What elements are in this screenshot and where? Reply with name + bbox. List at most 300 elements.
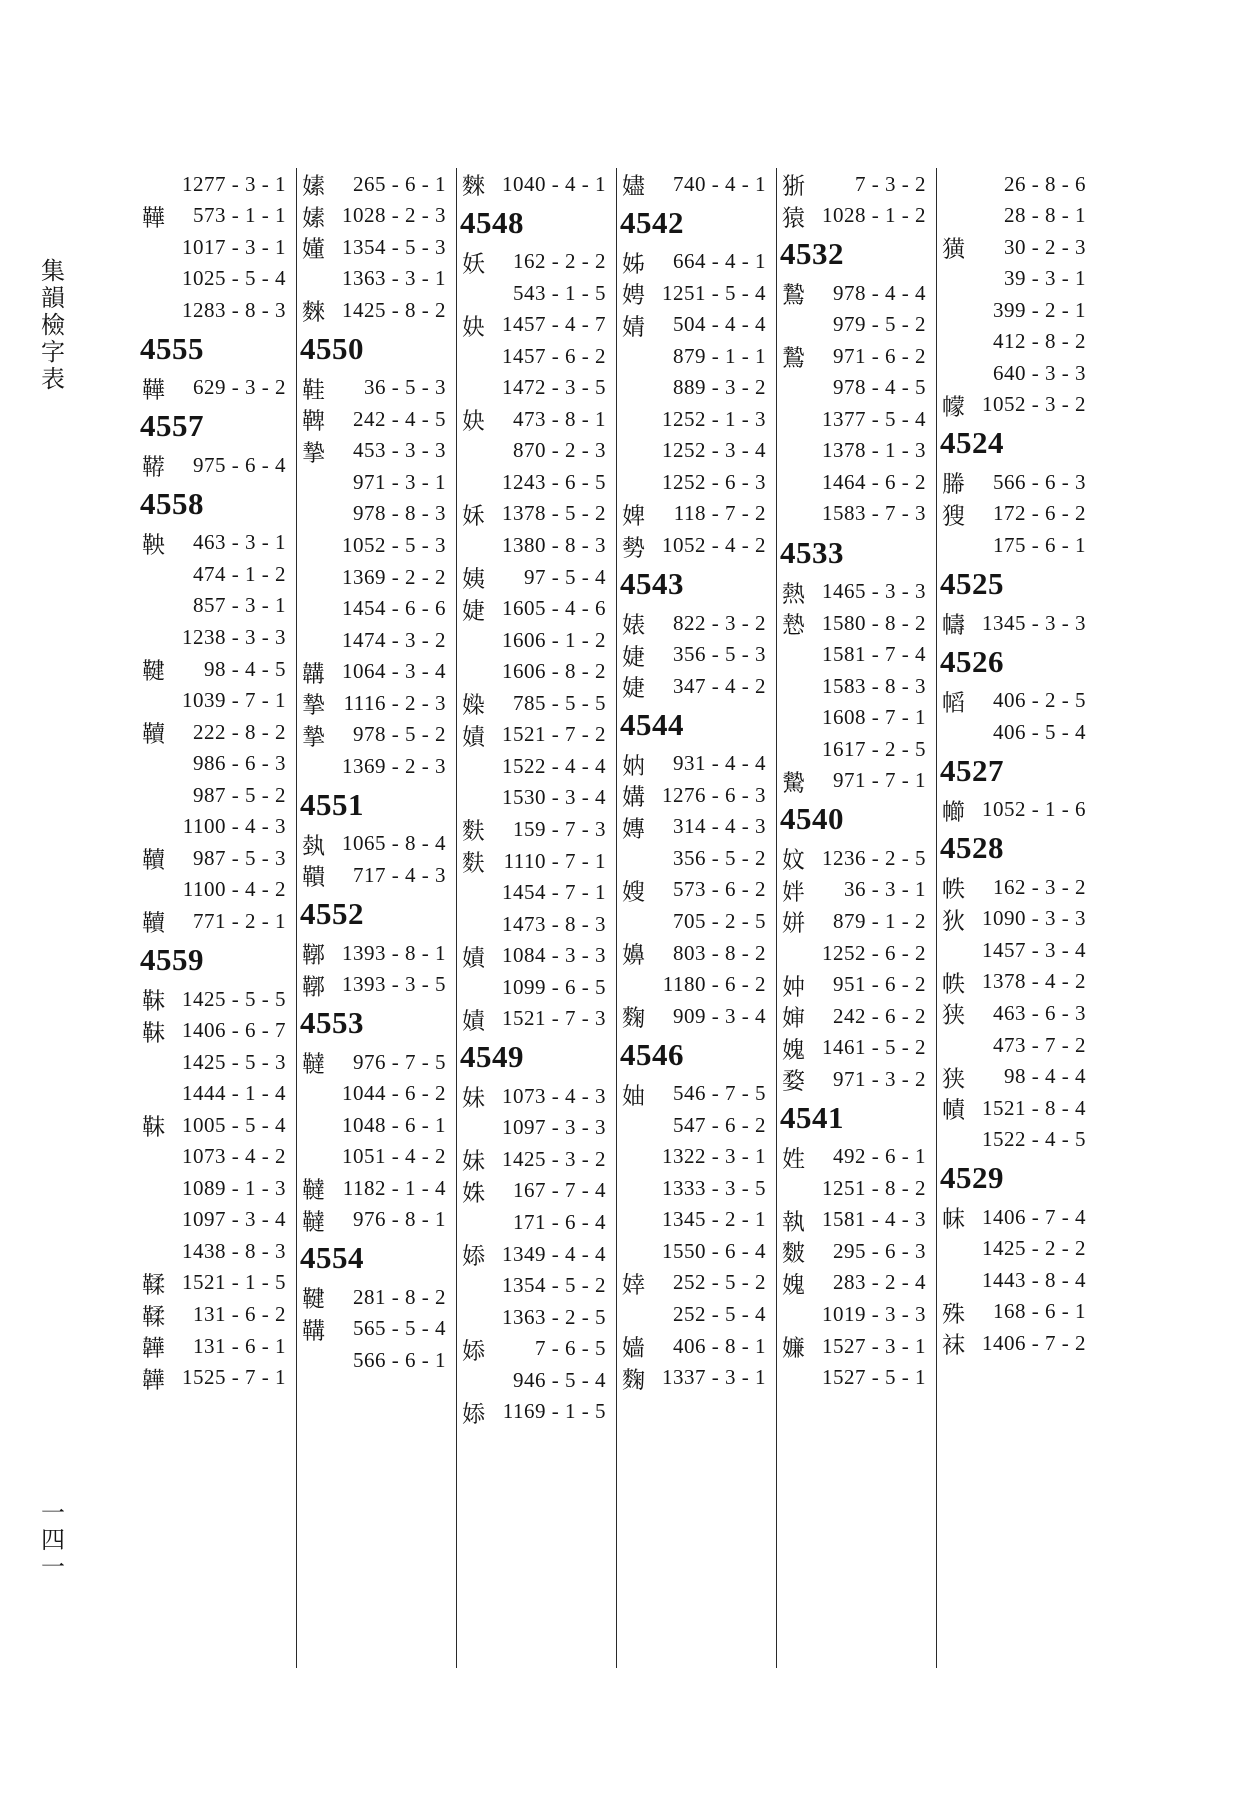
entry-character: 猿: [782, 205, 805, 232]
entry-reference: 705 - 2 - 5: [673, 908, 766, 933]
entry-reference: 265 - 6 - 1: [353, 171, 446, 196]
entry-character: 妯: [622, 1083, 645, 1110]
entry-reference: 1605 - 4 - 6: [502, 596, 606, 621]
entry-reference: 1051 - 4 - 2: [342, 1144, 446, 1169]
entry-reference: 1406 - 7 - 4: [982, 1204, 1086, 1229]
entry-reference: 175 - 6 - 1: [993, 533, 1086, 557]
entry-reference: 1252 - 3 - 4: [662, 438, 766, 463]
entry-character: 韃: [302, 1051, 325, 1078]
entry-character: 幘: [942, 1097, 965, 1124]
entry-character: 幪: [942, 394, 965, 421]
entry-reference: 879 - 1 - 2: [833, 908, 926, 933]
entry-character: 娉: [622, 282, 645, 309]
entry-reference: 1608 - 7 - 1: [822, 705, 926, 730]
index-entry: [616, 668, 766, 704]
entry-reference: 1378 - 1 - 3: [822, 438, 926, 463]
entry-character: 鞣: [142, 1272, 165, 1299]
entry-character: 鞋: [302, 377, 325, 404]
entry-reference: 971 - 3 - 1: [353, 469, 446, 494]
entry-reference: 1527 - 3 - 1: [822, 1333, 926, 1358]
entry-reference: 870 - 2 - 3: [513, 438, 606, 463]
entry-reference: 118 - 7 - 2: [673, 501, 766, 526]
entry-reference: 1017 - 3 - 1: [182, 234, 286, 259]
index-entry: [136, 1360, 286, 1396]
entry-reference: 1521 - 8 - 4: [982, 1095, 1086, 1120]
entry-reference: 1345 - 2 - 1: [662, 1207, 766, 1232]
entry-character: 鞹: [302, 974, 325, 1001]
entry-reference: 1461 - 5 - 2: [822, 1035, 926, 1060]
entry-reference: 1005 - 5 - 4: [182, 1112, 286, 1137]
entry-reference: 1378 - 4 - 2: [982, 969, 1086, 994]
entry-reference: 976 - 7 - 5: [353, 1049, 446, 1074]
entry-character: 摯: [302, 692, 325, 719]
entry-character: 媿: [782, 1272, 805, 1299]
index-entry: [936, 792, 1086, 828]
index-entry: [616, 998, 766, 1034]
index-entry: [296, 748, 446, 784]
entry-character: 妕: [782, 974, 805, 1001]
entry-reference: 1425 - 8 - 2: [342, 297, 446, 322]
entry-reference: 453 - 3 - 3: [353, 438, 446, 463]
entry-reference: 1454 - 7 - 1: [502, 880, 606, 905]
index-entry: [136, 370, 286, 406]
entry-reference: 356 - 5 - 3: [673, 642, 766, 667]
entry-reference: 347 - 4 - 2: [673, 673, 766, 698]
entry-character: 媣: [462, 692, 485, 719]
entry-reference: 1378 - 5 - 2: [502, 501, 606, 526]
entry-reference: 857 - 3 - 1: [193, 593, 286, 618]
entry-character: 韡: [142, 1367, 165, 1394]
entry-reference: 1457 - 4 - 7: [502, 312, 606, 337]
entry-reference: 565 - 5 - 4: [353, 1316, 446, 1341]
entry-character: 婺: [782, 1068, 805, 1095]
entry-reference: 1522 - 4 - 4: [502, 753, 606, 778]
entry-character: 妠: [622, 753, 645, 780]
section-heading: 4548: [460, 204, 524, 240]
entry-reference: 1473 - 8 - 3: [502, 911, 606, 936]
entry-character: 嬚: [782, 1335, 805, 1362]
section-heading: 4533: [780, 534, 844, 570]
entry-reference: 1019 - 3 - 3: [822, 1302, 926, 1326]
section-heading: 4541: [780, 1099, 844, 1135]
entry-reference: 1377 - 5 - 4: [822, 406, 926, 431]
entry-character: 獚: [942, 236, 965, 263]
entry-reference: 131 - 6 - 2: [193, 1302, 286, 1326]
section-heading: 4557: [140, 408, 204, 444]
entry-reference: 1089 - 1 - 3: [182, 1175, 286, 1200]
entry-reference: 803 - 8 - 2: [673, 940, 766, 965]
entry-character: 帙: [942, 971, 965, 998]
entry-character: 鞹: [302, 942, 325, 969]
entry-character: 嫂: [622, 879, 645, 906]
entry-reference: 1393 - 3 - 5: [342, 972, 446, 997]
section-heading: 4540: [780, 801, 844, 837]
entry-reference: 1252 - 6 - 3: [662, 469, 766, 494]
entry-reference: 171 - 6 - 4: [513, 1210, 606, 1234]
entry-character: 婊: [622, 612, 645, 639]
entry-reference: 30 - 2 - 3: [1004, 234, 1086, 259]
entry-reference: 547 - 6 - 2: [673, 1112, 766, 1137]
entry-reference: 971 - 6 - 2: [833, 343, 926, 368]
entry-reference: 252 - 5 - 4: [673, 1302, 766, 1326]
entry-character: 麩: [462, 850, 485, 877]
entry-character: 幐: [942, 471, 965, 498]
entry-reference: 1028 - 1 - 2: [822, 203, 926, 228]
entry-character: 鞬: [302, 1286, 325, 1313]
entry-reference: 1028 - 2 - 3: [342, 203, 446, 228]
entry-character: 狭: [942, 1066, 965, 1093]
entry-character: 嬧: [622, 173, 645, 200]
entry-character: 妜: [462, 314, 485, 341]
entry-reference: 1276 - 6 - 3: [662, 782, 766, 807]
entry-character: 韝: [302, 661, 325, 688]
entry-character: 鷙: [782, 282, 805, 309]
entry-character: 韇: [142, 847, 165, 874]
entry-reference: 1606 - 8 - 2: [502, 659, 606, 684]
entry-reference: 1527 - 5 - 1: [822, 1365, 926, 1390]
index-column: [616, 168, 777, 1668]
entry-reference: 1252 - 6 - 2: [822, 940, 926, 965]
entry-reference: 909 - 3 - 4: [673, 1003, 766, 1028]
index-entry: [296, 857, 446, 893]
entry-character: 摯: [302, 440, 325, 467]
entry-character: 麳: [462, 173, 485, 200]
entry-character: 鞲: [302, 1318, 325, 1345]
entry-reference: 573 - 1 - 1: [193, 203, 286, 228]
entry-reference: 1073 - 4 - 2: [182, 1144, 286, 1169]
index-entry: [936, 714, 1086, 750]
entry-reference: 463 - 3 - 1: [193, 530, 286, 555]
entry-character: 婖: [462, 1338, 485, 1365]
entry-character: 姘: [782, 910, 805, 937]
entry-reference: 1097 - 3 - 3: [502, 1115, 606, 1140]
entry-character: 婖: [462, 1243, 485, 1270]
entry-reference: 978 - 5 - 2: [353, 722, 446, 747]
entry-reference: 28 - 8 - 1: [1004, 203, 1086, 228]
entry-reference: 295 - 6 - 3: [833, 1238, 926, 1263]
entry-character: 殊: [942, 1301, 965, 1328]
entry-character: 姝: [462, 1180, 485, 1207]
index-entry: [616, 1360, 766, 1396]
entry-character: 帙: [942, 876, 965, 903]
entry-reference: 474 - 1 - 2: [193, 561, 286, 586]
entry-reference: 1465 - 3 - 3: [822, 579, 926, 603]
entry-character: 幯: [942, 799, 965, 826]
entry-reference: 1337 - 3 - 1: [662, 1365, 766, 1390]
entry-character: 靺: [142, 1114, 165, 1141]
entry-reference: 356 - 5 - 2: [673, 845, 766, 870]
entry-character: 婞: [622, 1272, 645, 1299]
entry-reference: 1238 - 3 - 3: [182, 625, 286, 649]
entry-reference: 1354 - 5 - 2: [502, 1273, 606, 1298]
page-number: 一四一: [41, 1499, 65, 1581]
entry-reference: 36 - 5 - 3: [364, 375, 446, 400]
entry-reference: 39 - 3 - 1: [1004, 266, 1086, 291]
entry-character: 嫧: [462, 724, 485, 751]
entry-reference: 1065 - 8 - 4: [342, 831, 446, 856]
entry-character: 麴: [622, 1367, 645, 1394]
entry-reference: 629 - 3 - 2: [193, 375, 286, 400]
entry-reference: 1052 - 1 - 6: [982, 797, 1086, 822]
entry-character: 嫧: [462, 945, 485, 972]
section-heading: 4559: [140, 942, 204, 977]
entry-character: 韇: [142, 910, 165, 937]
entry-reference: 222 - 8 - 2: [193, 719, 286, 744]
entry-reference: 1322 - 3 - 1: [662, 1144, 766, 1169]
entry-reference: 1099 - 6 - 5: [502, 974, 606, 999]
section-heading: 4529: [940, 1160, 1004, 1196]
entry-reference: 1474 - 3 - 2: [342, 627, 446, 652]
entry-reference: 1052 - 3 - 2: [982, 392, 1086, 417]
entry-character: 嫊: [302, 205, 325, 232]
entry-reference: 1116 - 2 - 3: [343, 690, 446, 715]
index-entry: [776, 198, 926, 234]
side-title: 集韻檢字表: [41, 257, 65, 393]
entry-reference: 1425 - 3 - 2: [502, 1146, 606, 1171]
entry-character: 埶: [302, 833, 325, 860]
entry-reference: 1606 - 1 - 2: [502, 627, 606, 652]
entry-reference: 242 - 4 - 5: [353, 406, 446, 431]
entry-reference: 98 - 4 - 5: [204, 656, 286, 681]
entry-reference: 412 - 8 - 2: [993, 329, 1086, 354]
entry-character: 狾: [782, 173, 805, 200]
entry-reference: 566 - 6 - 3: [993, 469, 1086, 494]
entry-reference: 1369 - 2 - 2: [342, 564, 446, 589]
entry-reference: 1180 - 6 - 2: [662, 972, 766, 997]
entry-reference: 1044 - 6 - 2: [342, 1081, 446, 1106]
index-entry: [936, 528, 1086, 564]
entry-reference: 252 - 5 - 2: [673, 1270, 766, 1295]
entry-character: 妹: [462, 1085, 485, 1112]
entry-reference: 1354 - 5 - 3: [342, 234, 446, 259]
index-entry: [776, 1360, 926, 1396]
entry-reference: 543 - 1 - 5: [513, 280, 606, 305]
entry-character: 嬶: [622, 942, 645, 969]
entry-reference: 406 - 5 - 4: [993, 719, 1086, 744]
entry-reference: 987 - 5 - 3: [193, 845, 286, 870]
entry-character: 姀: [462, 503, 485, 530]
index-entry: [616, 166, 766, 202]
entry-reference: 463 - 6 - 3: [993, 1000, 1086, 1025]
entry-reference: 566 - 6 - 1: [353, 1348, 446, 1372]
entry-reference: 1097 - 3 - 4: [182, 1207, 286, 1232]
entry-reference: 7 - 3 - 2: [855, 171, 926, 196]
entry-reference: 159 - 7 - 3: [513, 816, 606, 841]
entry-reference: 1425 - 5 - 5: [182, 986, 286, 1011]
entry-reference: 131 - 6 - 1: [193, 1333, 286, 1358]
entry-reference: 879 - 1 - 1: [673, 343, 766, 368]
index-entry: [456, 166, 606, 202]
entry-character: 帓: [942, 1206, 965, 1233]
entry-reference: 1443 - 8 - 4: [982, 1267, 1086, 1292]
entry-reference: 1283 - 8 - 3: [182, 297, 286, 322]
entry-character: 嫧: [462, 1008, 485, 1035]
index-column: [776, 168, 937, 1668]
section-heading: 4552: [300, 896, 364, 931]
entry-reference: 1169 - 1 - 5: [502, 1399, 606, 1424]
entry-character: 婕: [622, 644, 645, 671]
entry-character: 勢: [622, 535, 645, 561]
entry-reference: 98 - 4 - 4: [1004, 1064, 1086, 1089]
entry-reference: 771 - 2 - 1: [193, 908, 286, 933]
entry-character: 麬: [782, 1240, 805, 1267]
index-entry: [136, 447, 286, 483]
index-entry: [936, 605, 1086, 641]
entry-reference: 1345 - 3 - 3: [982, 610, 1086, 635]
entry-reference: 785 - 5 - 5: [513, 690, 606, 715]
entry-reference: 664 - 4 - 1: [673, 249, 766, 274]
entry-character: 韃: [302, 1177, 325, 1204]
entry-character: 鞣: [142, 1304, 165, 1330]
entry-reference: 1380 - 8 - 3: [502, 533, 606, 557]
entry-reference: 168 - 6 - 1: [993, 1299, 1086, 1324]
section-heading: 4551: [300, 786, 364, 822]
entry-reference: 162 - 3 - 2: [993, 874, 1086, 899]
index-column: [296, 168, 457, 1668]
entry-reference: 1100 - 4 - 2: [182, 877, 286, 902]
entry-reference: 975 - 6 - 4: [193, 452, 286, 477]
entry-character: 鞾: [142, 377, 165, 404]
section-heading: 4526: [940, 643, 1004, 679]
index-entry: [136, 292, 286, 328]
entry-reference: 7 - 6 - 5: [535, 1336, 606, 1361]
entry-reference: 1425 - 2 - 2: [982, 1236, 1086, 1261]
entry-character: 婧: [622, 314, 645, 341]
entry-reference: 1472 - 3 - 5: [502, 375, 606, 400]
entry-reference: 640 - 3 - 3: [993, 360, 1086, 385]
entry-reference: 979 - 5 - 2: [833, 312, 926, 337]
entry-character: 執: [782, 1209, 805, 1236]
entry-reference: 978 - 8 - 3: [353, 501, 446, 526]
entry-reference: 1048 - 6 - 1: [342, 1112, 446, 1137]
entry-reference: 976 - 8 - 1: [353, 1207, 446, 1232]
index-entry: [296, 292, 446, 328]
entry-reference: 1052 - 5 - 3: [342, 533, 446, 557]
entry-reference: 1100 - 4 - 3: [182, 814, 286, 839]
section-heading: 4550: [300, 330, 364, 366]
entry-reference: 1251 - 8 - 2: [822, 1175, 926, 1200]
entry-reference: 1182 - 1 - 4: [342, 1175, 446, 1200]
entry-character: 婕: [462, 598, 485, 625]
entry-character: 韃: [302, 1209, 325, 1236]
entry-reference: 1243 - 6 - 5: [502, 469, 606, 494]
entry-reference: 1277 - 3 - 1: [182, 171, 286, 196]
entry-reference: 978 - 4 - 5: [833, 375, 926, 400]
entry-reference: 36 - 3 - 1: [844, 877, 926, 902]
section-heading: 4527: [940, 752, 1004, 788]
entry-character: 婢: [622, 503, 645, 530]
entry-character: 婕: [622, 675, 645, 702]
section-heading: 4546: [620, 1036, 684, 1072]
section-heading: 4558: [140, 485, 204, 521]
entry-character: 熱: [782, 581, 805, 607]
entry-character: 鞾: [142, 205, 165, 232]
entry-character: 嫥: [622, 816, 645, 843]
entry-character: 獀: [942, 503, 965, 530]
entry-character: 驇: [782, 770, 805, 797]
entry-character: 鞅: [142, 532, 165, 559]
entry-reference: 971 - 3 - 2: [833, 1066, 926, 1091]
entry-character: 妏: [782, 847, 805, 874]
entry-reference: 1583 - 8 - 3: [822, 673, 926, 698]
entry-reference: 740 - 4 - 1: [673, 171, 766, 196]
section-heading: 4553: [300, 1005, 364, 1041]
entry-reference: 406 - 8 - 1: [673, 1333, 766, 1358]
entry-reference: 717 - 4 - 3: [353, 862, 446, 887]
section-heading: 4525: [940, 566, 1004, 602]
entry-reference: 1521 - 1 - 5: [182, 1270, 286, 1295]
entry-character: 慹: [782, 612, 805, 639]
section-heading: 4555: [140, 330, 204, 366]
entry-character: 麩: [462, 818, 485, 845]
index-entry: [936, 387, 1086, 423]
entry-character: 姓: [782, 1146, 805, 1173]
entry-reference: 97 - 5 - 4: [524, 564, 606, 589]
entry-reference: 1521 - 7 - 3: [502, 1006, 606, 1031]
entry-reference: 473 - 8 - 1: [513, 406, 606, 431]
entry-reference: 1073 - 4 - 3: [502, 1083, 606, 1108]
entry-reference: 1581 - 4 - 3: [822, 1207, 926, 1232]
index-entry: [136, 903, 286, 939]
entry-reference: 971 - 7 - 1: [833, 768, 926, 793]
entry-reference: 492 - 6 - 1: [833, 1144, 926, 1169]
entry-reference: 1251 - 5 - 4: [662, 280, 766, 305]
entry-reference: 1617 - 2 - 5: [822, 736, 926, 761]
section-heading: 4524: [940, 425, 1004, 461]
index-entry: [296, 1343, 446, 1379]
entry-reference: 931 - 4 - 4: [673, 751, 766, 776]
entry-reference: 1052 - 4 - 2: [662, 533, 766, 557]
section-heading: 4542: [620, 204, 684, 240]
entry-reference: 1425 - 5 - 3: [182, 1049, 286, 1074]
entry-reference: 1522 - 4 - 5: [982, 1127, 1086, 1152]
entry-reference: 1110 - 7 - 1: [503, 848, 606, 873]
entry-character: 鞞: [302, 408, 325, 435]
index-column: [456, 168, 617, 1668]
entry-character: 狄: [942, 908, 965, 935]
entry-character: 韇: [142, 721, 165, 748]
entry-reference: 1580 - 8 - 2: [822, 610, 926, 635]
entry-reference: 1457 - 6 - 2: [502, 343, 606, 368]
section-heading: 4554: [300, 1240, 364, 1276]
entry-character: 嫊: [302, 173, 325, 200]
section-heading: 4544: [620, 706, 684, 742]
entry-reference: 1406 - 7 - 2: [982, 1330, 1086, 1355]
entry-reference: 172 - 6 - 2: [993, 501, 1086, 526]
index-entry: [296, 967, 446, 1003]
entry-character: 鞼: [302, 864, 325, 891]
section-heading: 4543: [620, 566, 684, 602]
entry-reference: 946 - 5 - 4: [513, 1367, 606, 1392]
entry-reference: 1040 - 4 - 1: [502, 171, 606, 196]
entry-reference: 281 - 8 - 2: [353, 1284, 446, 1309]
entry-reference: 1349 - 4 - 4: [502, 1241, 606, 1266]
entry-character: 鞯: [142, 454, 165, 481]
entry-reference: 1252 - 1 - 3: [662, 406, 766, 431]
entry-reference: 1444 - 1 - 4: [182, 1081, 286, 1106]
section-heading: 4528: [940, 830, 1004, 866]
index-entry: [776, 496, 926, 532]
index-entry: [456, 1394, 606, 1430]
entry-reference: 1550 - 6 - 4: [662, 1238, 766, 1263]
entry-reference: 473 - 7 - 2: [993, 1032, 1086, 1057]
entry-character: 媿: [782, 1037, 805, 1064]
entry-reference: 1464 - 6 - 2: [822, 469, 926, 494]
index-entry: [776, 763, 926, 799]
entry-reference: 162 - 2 - 2: [513, 249, 606, 274]
entry-character: 袜: [942, 1332, 965, 1359]
entry-reference: 1090 - 3 - 3: [982, 906, 1086, 931]
